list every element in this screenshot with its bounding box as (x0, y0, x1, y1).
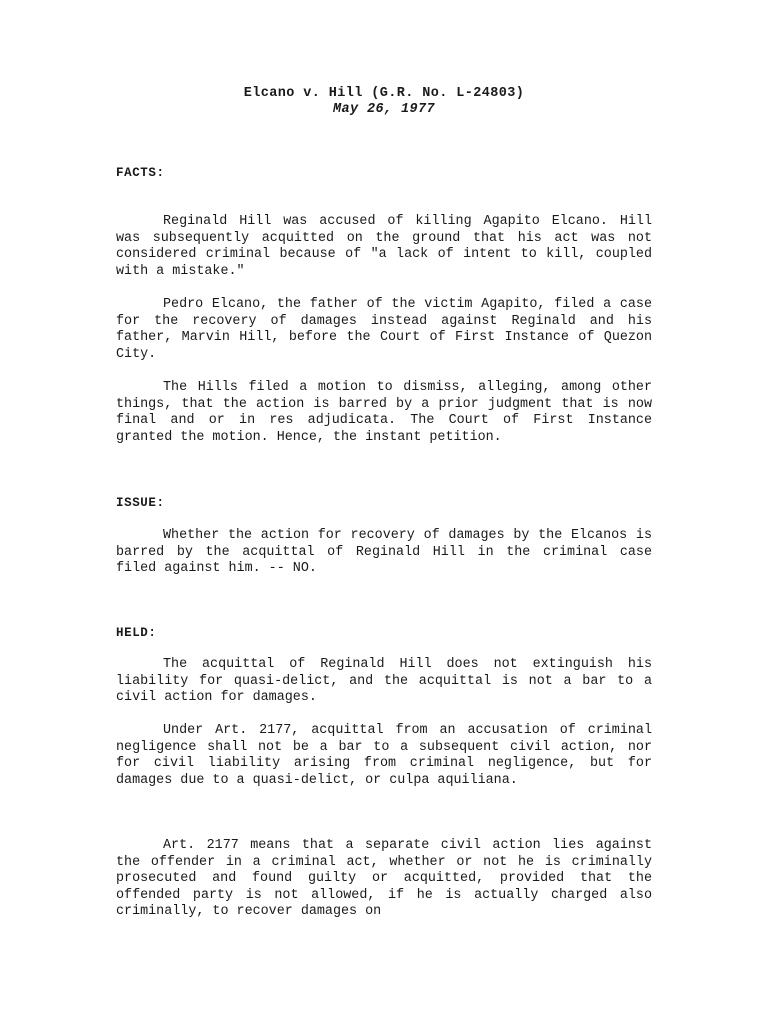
held-paragraph: Art. 2177 means that a separate civil action lies against the offender in a criminal act, whether or not he is criminally prosecuted and found guilty or acquitted, provided that the offended party is not allowed, if he is actually charged also criminally, to recover damages on (116, 838, 652, 919)
held-paragraph: The acquittal of Reginald Hill does not extinguish his liability for quasi-delict, and the acquittal is not a bar to a civil action for damages. (116, 657, 652, 705)
held-heading: HELD: (116, 626, 157, 640)
facts-paragraph: The Hills filed a motion to dismiss, alleging, among other things, that the action is barred by a prior judgment that is now final and or in res adjudicata. The Court of First Instance granted the motion. Hence, the instant petition. (116, 380, 652, 445)
facts-paragraph: Pedro Elcano, the father of the victim Agapito, filed a case for the recovery of damages instead against Reginald and his father, Marvin Hill, before the Court of First Instance of Quezon City. (116, 297, 652, 362)
case-title: Elcano v. Hill (G.R. No. L-24803) (243, 86, 525, 101)
issue-heading: ISSUE: (116, 496, 165, 510)
held-paragraph: Under Art. 2177, acquittal from an accusation of criminal negligence shall not be a bar to a subsequent civil action, nor for civil liability arising from criminal negligence, but for damages due to a quasi-delict, or culpa aquiliana. (116, 723, 652, 788)
title-block (0, 86, 768, 118)
facts-heading: FACTS: (116, 166, 165, 180)
issue-paragraph: Whether the action for recovery of damages by the Elcanos is barred by the acquittal of Reginald Hill in the criminal case filed against him. -- NO. (116, 528, 652, 576)
case-date: May 26, 1977 (332, 102, 436, 117)
facts-paragraph: Reginald Hill was accused of killing Agapito Elcano. Hill was subsequently acquitted on the ground that his act was not considered criminal because of "a lack of intent to kill, coupled with a mistake." (116, 214, 652, 279)
